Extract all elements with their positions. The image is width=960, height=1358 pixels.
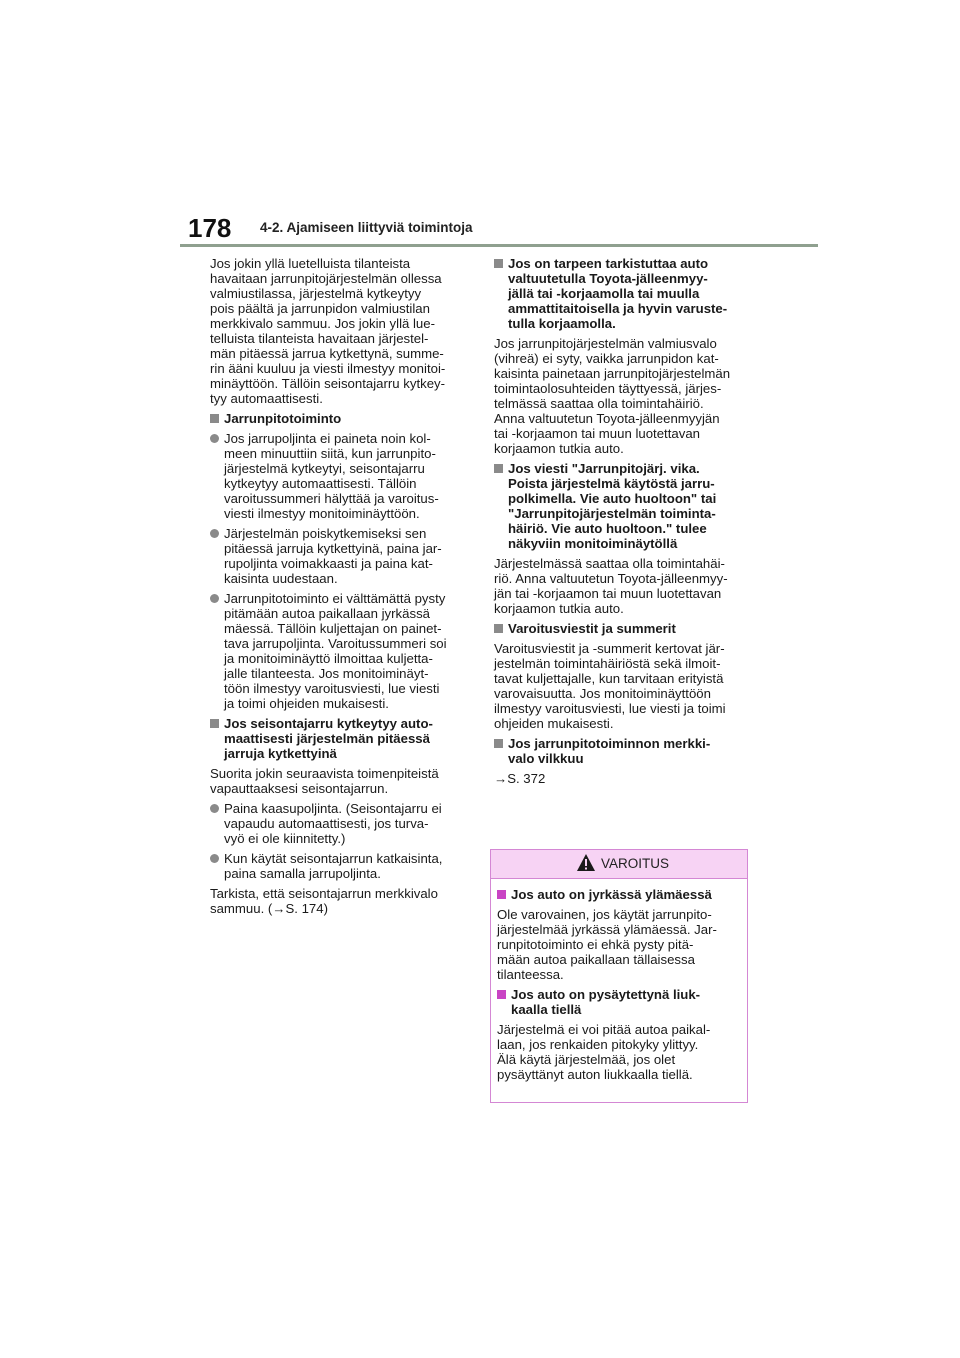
- square-bullet-icon: [494, 259, 503, 268]
- text-line: meen minuuttiin siitä, kun jarrunpito-: [224, 446, 436, 461]
- text-line: ammattitaitoisella ja hyvin varuste-: [508, 301, 728, 316]
- text-line: Varoitusviestit ja -summerit kertovat jär-: [494, 641, 725, 656]
- text-line: vyö ei ole kiinnitetty.): [224, 831, 346, 846]
- paragraph: [494, 641, 750, 731]
- bullet-text: [224, 526, 466, 586]
- text-line: Jos jokin yllä luetelluista tilanteista: [210, 256, 411, 271]
- text-line: rin ääni kuuluu ja viesti ilmestyy monitoi-: [210, 361, 446, 376]
- text-line: toimintaolosuhteiden täyttyessä, järjes-: [494, 381, 722, 396]
- heading-text: [508, 736, 750, 766]
- text-line: maattisesti järjestelmän pitäessä: [224, 731, 430, 746]
- text-line: Tarkista, että seisontajarrun merkkivalo: [210, 886, 438, 901]
- bullet-item: [210, 591, 466, 711]
- text-line: paina samalla jarrupoljinta.: [224, 866, 381, 881]
- text-line: Anna valtuutetun Toyota-jälleenmyyjän: [494, 411, 720, 426]
- text-line: tulla korjaamolla.: [508, 316, 616, 331]
- circle-bullet-icon: [210, 804, 219, 813]
- bullet-item: [210, 851, 466, 881]
- text-line: Järjestelmässä saattaa olla toimintahäi-: [494, 556, 725, 571]
- text-line: Poista järjestelmä käytöstä jarru-: [508, 476, 715, 491]
- text-line: näkyviin monitoiminäytöllä: [508, 536, 678, 551]
- text-line: valtuutetulla Toyota-jälleenmyy-: [508, 271, 708, 286]
- text-line: Järjestelmän poiskytkemiseksi sen: [224, 526, 427, 541]
- heading-brake-hold: [210, 411, 466, 426]
- text-line: viesti ilmestyy monitoiminäyttöön.: [224, 506, 420, 521]
- text-line: tai -korjaamon tai muun luotettavan: [494, 426, 700, 441]
- text-line: jällä tai -korjaamolla tai muulla: [508, 286, 700, 301]
- text-line: kaisinta painetaan jarrunpitojärjestelmän: [494, 366, 731, 381]
- text-line: kaalla tiellä: [511, 1002, 582, 1017]
- warning-box: [490, 849, 748, 1103]
- text-line: mäessä. Tällöin kuljettajan on painet-: [224, 621, 442, 636]
- text-line: runpitotoiminto ei ehkä pysty pitä-: [497, 937, 694, 952]
- text-line: Jos on tarpeen tarkistuttaa auto: [508, 256, 709, 271]
- text-line: Jarrunpitotoiminto ei välttämättä pysty: [224, 591, 446, 606]
- right-column: [494, 256, 750, 791]
- warning-title: VAROITUS: [601, 856, 670, 871]
- text-line: varoitussummeri hälyttää ja varoitus-: [224, 491, 439, 506]
- paragraph: [210, 886, 466, 916]
- paragraph: [494, 556, 750, 616]
- bullet-item: [210, 431, 466, 521]
- text-line: män pitäessä jarrua kytkettynä, summe-: [210, 346, 444, 361]
- heading-text: [224, 716, 466, 761]
- text-line: pois päältä ja jarrunpidon valmiustilan: [210, 301, 430, 316]
- heading-message: [494, 461, 750, 551]
- text-line: häiriö. Vie auto huoltoon." tulee: [508, 521, 707, 536]
- section-title: 4-2. Ajamiseen liittyviä toimintoja: [260, 220, 473, 235]
- warning-paragraph: [497, 1022, 741, 1082]
- text-line: minäyttöön. Tällöin seisontajarru kytkey-: [210, 376, 446, 391]
- text-line: tyy automaattisesti.: [210, 391, 323, 406]
- text-line: jestelmän toimintahäiriöstä sekä ilmoit-: [494, 656, 721, 671]
- heading-text: Varoitusviestit ja summerit: [508, 621, 676, 636]
- text-line: telluista tilanteista havaitaan järjestel-: [210, 331, 429, 346]
- heading-text: Jarrunpitotoiminto: [224, 411, 342, 426]
- text-line: jarruja kytkettyinä: [224, 746, 337, 761]
- text-line: pysäyttänyt auton liukkaalla tiellä.: [497, 1067, 693, 1082]
- text-line: Jos jarrunpitojärjestelmän valmiusvalo: [494, 336, 717, 351]
- square-bullet-icon: [494, 464, 503, 473]
- text-line: vapauttaaksesi seisontajarrun.: [210, 781, 389, 796]
- square-bullet-icon: [494, 624, 503, 633]
- text-line: Kun käytät seisontajarrun katkaisinta,: [224, 851, 443, 866]
- paragraph: [494, 336, 750, 456]
- heading-text: [508, 461, 750, 551]
- page-number: 178: [188, 213, 232, 243]
- text-line: pitämään autoa paikallaan jyrkässä: [224, 606, 430, 621]
- text-line: Jos seisontajarru kytkeytyy auto-: [224, 716, 433, 731]
- text-line: tavat kuljettajalle, kun tarvitaan erityistä: [494, 671, 724, 686]
- text-line: riö. Anna valtuutetun Toyota-jälleenmyy-: [494, 571, 728, 586]
- warning-heading-uphill: [497, 887, 741, 902]
- square-bullet-icon: [497, 890, 506, 899]
- text-line: Jos jarrupoljinta ei paineta noin kol-: [224, 431, 431, 446]
- bullet-text: [224, 431, 466, 521]
- text-line: ja toimi ohjeiden mukaisesti.: [224, 696, 389, 711]
- heading-inspection: [494, 256, 750, 331]
- text-line: Järjestelmä ei voi pitää autoa paikal-: [497, 1022, 711, 1037]
- page-reference: →S. 372: [494, 771, 546, 786]
- square-bullet-icon: [210, 414, 219, 423]
- text-line: ja monitoiminäyttö ilmoittaa kuljetta-: [224, 651, 433, 666]
- text-line: "Jarrunpitojärjestelmän toiminta-: [508, 506, 716, 521]
- intro-paragraph: [210, 256, 466, 406]
- text-line: ilmestyy varoitusviesti, lue viesti ja toimi: [494, 701, 726, 716]
- square-bullet-icon: [494, 739, 503, 748]
- text-line: valo vilkkuu: [508, 751, 584, 766]
- heading-parking-brake: [210, 716, 466, 761]
- text-line: sammuu. (→S. 174): [210, 901, 328, 916]
- text-line: laan, jos renkaiden pitokyky ylittyy.: [497, 1037, 699, 1052]
- text-line: Suorita jokin seuraavista toimenpiteistä: [210, 766, 439, 781]
- text-line: kaisinta uudestaan.: [224, 571, 338, 586]
- warning-header: [491, 850, 747, 879]
- text-line: jalle tilanteesta. Jos monitoiminäyt-: [224, 666, 429, 681]
- text-line: Ole varovainen, jos käytät jarrunpito-: [497, 907, 712, 922]
- left-column: [210, 256, 466, 921]
- text-line: tilanteessa.: [497, 967, 564, 982]
- text-line: Paina kaasupoljinta. (Seisontajarru ei: [224, 801, 442, 816]
- square-bullet-icon: [210, 719, 219, 728]
- text-line: ohjeiden mukaisesti.: [494, 716, 614, 731]
- bullet-item: [210, 801, 466, 846]
- text-line: töön ilmestyy varoitusviesti, lue viesti: [224, 681, 440, 696]
- text-line: Jos auto on pysäytettynä liuk-: [511, 987, 701, 1002]
- heading-warnings: [494, 621, 750, 636]
- text-line: telmässä saattaa olla toimintahäiriö.: [494, 396, 704, 411]
- warning-paragraph: [497, 907, 741, 982]
- text-line: vapaudu automaattisesti, jos turva-: [224, 816, 429, 831]
- text-line: pitäessä jarruja kytkettyinä, paina jar-: [224, 541, 442, 556]
- text-line: polkimella. Vie auto huoltoon" tai: [508, 491, 717, 506]
- text-line: Älä käytä järjestelmää, jos olet: [497, 1052, 676, 1067]
- bullet-text: [224, 801, 466, 846]
- text-line: valmiustilassa, järjestelmä kytkeytyy: [210, 286, 422, 301]
- circle-bullet-icon: [210, 854, 219, 863]
- bullet-item: [210, 526, 466, 586]
- text-line: kytkeytyy automaattisesti. Tällöin: [224, 476, 417, 491]
- square-bullet-icon: [497, 990, 506, 999]
- heading-indicator-flashes: [494, 736, 750, 766]
- text-line: tava jarrupoljinta. Varoitussummeri soi: [224, 636, 447, 651]
- heading-text: [508, 256, 750, 331]
- text-line: korjaamon tutkia auto.: [494, 601, 624, 616]
- text-line: Jos viesti "Jarrunpitojärj. vika.: [508, 461, 700, 476]
- heading-text: Jos auto on jyrkässä ylämäessä: [511, 887, 712, 902]
- text-line: varovaisuutta. Jos monitoiminäyttöön: [494, 686, 711, 701]
- text-line: jän tai -korjaamon tai muun luotettavan: [494, 586, 722, 601]
- text-line: järjestelmää jyrkässä ylämäessä. Jar-: [497, 922, 717, 937]
- warning-body: [491, 879, 747, 1082]
- text-line: rupoljinta voimakkaasti ja paina kat-: [224, 556, 433, 571]
- circle-bullet-icon: [210, 434, 219, 443]
- header-rule: [180, 244, 818, 247]
- paragraph: [210, 766, 466, 796]
- text-line: Jos jarrunpitotoiminnon merkki-: [508, 736, 711, 751]
- heading-text: [511, 987, 741, 1017]
- circle-bullet-icon: [210, 529, 219, 538]
- text-line: mään autoa paikallaan tällaisessa: [497, 952, 695, 967]
- text-line: korjaamon tutkia auto.: [494, 441, 624, 456]
- bullet-text: [224, 851, 466, 881]
- text-line: järjestelmä kytkeytyi, seisontajarru: [224, 461, 425, 476]
- bullet-text: [224, 591, 466, 711]
- text-line: merkkivalo sammuu. Jos jokin yllä lue-: [210, 316, 435, 331]
- circle-bullet-icon: [210, 594, 219, 603]
- text-line: (vihreä) ei syty, vaikka jarrunpidon kat-: [494, 351, 719, 366]
- warning-heading-slippery: [497, 987, 741, 1017]
- warning-triangle-icon: [576, 853, 596, 873]
- text-line: havaitaan jarrunpitojärjestelmän ollessa: [210, 271, 442, 286]
